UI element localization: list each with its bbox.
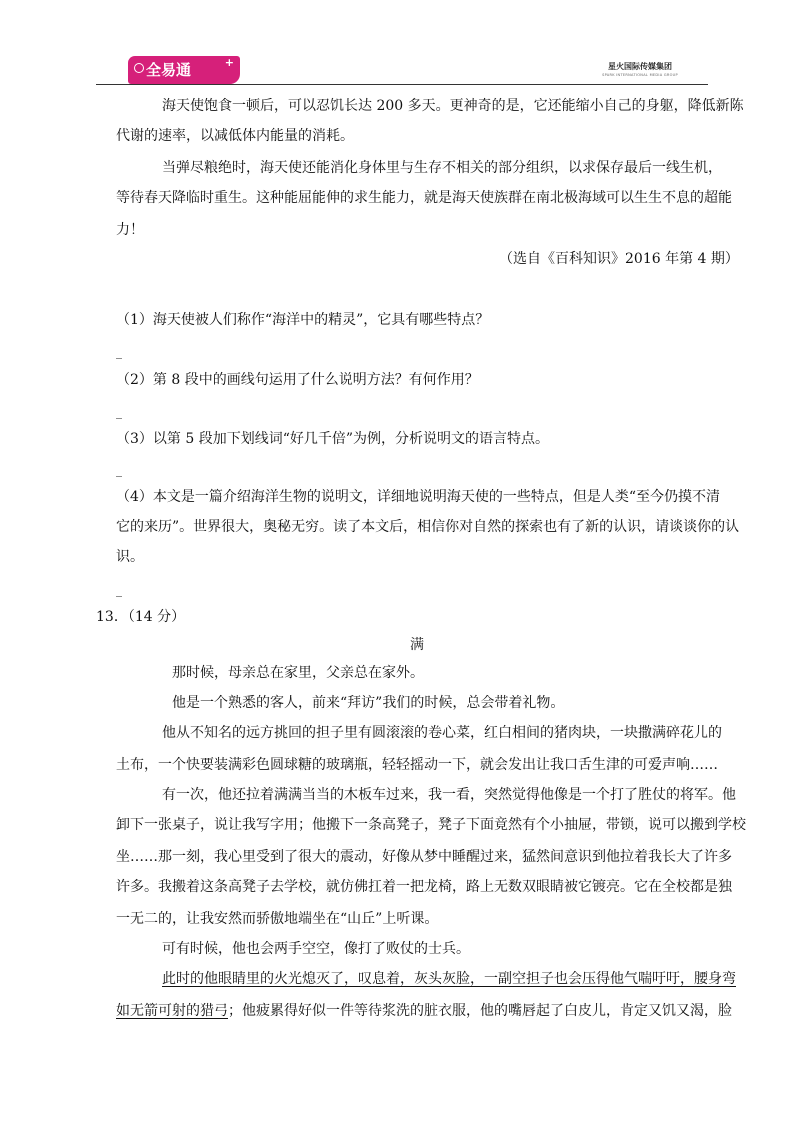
logo-plus-icon: + [224,56,234,69]
paragraph-line: 有一次，他还拉着满满当当的木板车过来，我一看，突然觉得他像是一个打了胜仗的将军。他 [162,787,736,803]
paragraph-line: 一无二的，让我安然而骄傲地端坐在“山丘”上听课。 [116,911,439,927]
question-3: （3）以第 5 段加下划线词“好几千倍”为例，分析说明文的语言特点。 [116,431,550,447]
paragraph-line: 他从不知名的远方挑回的担子里有圆滚滚的卷心菜，红白相间的猪肉块，一块撒满碎花儿的 [162,725,722,741]
paragraph-line: 他是一个熟悉的客人，前来“拜访”我们的时候，总会带着礼物。 [172,695,565,711]
logo [128,56,240,84]
question-4-line: 识。 [116,549,144,565]
answer-blank-2[interactable]: _ [116,405,122,419]
question-4-line: 它的来历”。世界很大，奥秘无穷。读了本文后，相信你对自然的探索也有了新的认识，请谈谈你的认 [116,519,740,535]
brand-name: 星火国际传媒集团 [608,62,672,71]
paragraph-line: 可有时候，他也会两手空空，像打了败仗的士兵。 [162,941,470,957]
paragraph-line: 许多。我搬着这条高凳子去学校，就仿佛扛着一把龙椅，路上无数双眼睛被它镀亮。它在全校都是独 [116,879,732,895]
paragraph-line: 等待春天降临时重生。这种能屈能伸的求生能力，就是海天使族群在南北极海域可以生生不息的超能 [116,190,732,206]
answer-blank-3[interactable]: _ [116,463,122,477]
paragraph-line: 海天使饱食一顿后，可以忍饥长达 200 多天。更神奇的是，它还能缩小自己的身躯，降低新陈 [162,98,744,114]
brand-subtitle: SPARK INTERNATIONAL MEDIA GROUP [602,73,678,77]
logo-text: 全易通 [146,61,192,79]
question-1: （1）海天使被人们称作“海洋中的精灵”，它具有哪些特点？ [116,312,490,328]
question-number-13: 13．（14 分） [96,609,186,625]
question-4-line: （4）本文是一篇介绍海洋生物的说明文，详细地说明海天使的一些特点，但是人类“至今仍摸不清 [116,489,721,505]
paragraph-line: 当弹尽粮绝时，海天使还能消化身体里与生存不相关的部分组织，以求保存最后一线生机， [162,160,722,176]
header-divider [96,84,708,85]
paragraph-line: 力！ [116,222,144,238]
answer-blank-4[interactable]: _ [116,583,122,597]
paragraph-line: 土布，一个快要装满彩色圆球糖的玻璃瓶，轻轻摇动一下，就会发出让我口舌生津的可爱声响…… [116,757,718,773]
question-2: （2）第 8 段中的画线句运用了什么说明方法？有何作用？ [116,372,479,388]
paragraph-line-rest: ；他疲累得好似一件等待浆洗的脏衣服，他的嘴唇起了白皮儿，肯定又饥又渴，脸 [228,1003,732,1019]
source-citation: （选自《百科知识》2016 年第 4 期） [499,251,739,267]
paragraph-line: 代谢的速率，以减低体内能量的消耗。 [116,128,354,144]
paragraph-line: 坐……那一刻，我心里受到了很大的震动，好像从梦中睡醒过来，猛然间意识到他拉着我长大了许多 [116,849,732,865]
paragraph-line: 那时候，母亲总在家里，父亲总在家外。 [172,665,424,681]
answer-blank-1[interactable]: _ [116,345,122,359]
underlined-sentence: 此时的他眼睛里的火光熄灭了，叹息着，灰头灰脸，一副空担子也会压得他气喘吁吁，腰身弯 [162,971,736,987]
logo-ring-icon [134,63,144,73]
passage-title: 满 [410,637,424,653]
paragraph-line [116,1002,732,1020]
paragraph-line: 卸下一张桌子，说让我写字用；他搬下一条高凳子，凳子下面竟然有个小抽屉，带锁，说可以搬到学校 [116,817,746,833]
underlined-sentence-end: 如无箭可射的猎弓 [116,1003,228,1019]
